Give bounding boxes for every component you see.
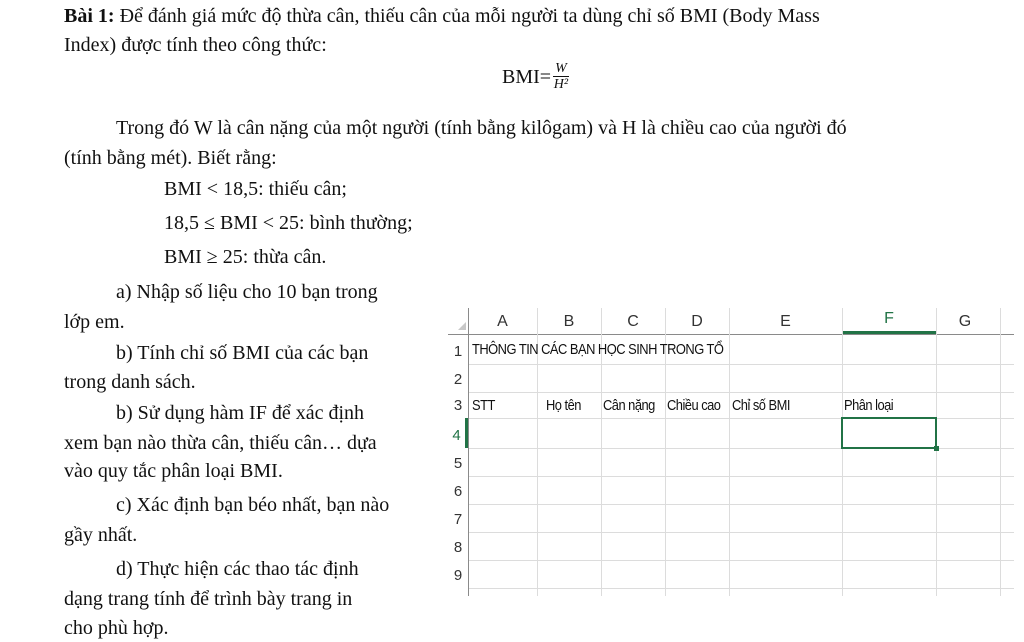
column-header-d[interactable]: D xyxy=(691,313,703,330)
task-b2-line2: xem bạn nào thừa cân, thiếu cân… dựa xyxy=(64,432,377,454)
grid-line xyxy=(468,588,1014,589)
problem-intro-line1: Bài 1: Để đánh giá mức độ thừa cân, thiếu cân của mỗi người ta dùng chỉ số BMI (Body Mass xyxy=(64,5,820,27)
row-header-7[interactable]: 7 xyxy=(453,511,463,528)
row-header-4[interactable]: 4 xyxy=(448,418,468,448)
grid-line xyxy=(468,476,1014,477)
row-header-1[interactable]: 1 xyxy=(453,343,463,360)
grid-line xyxy=(468,364,1014,365)
header-cell-stt[interactable]: STT xyxy=(472,397,495,414)
task-d-line1: d) Thực hiện các thao tác định xyxy=(116,558,359,580)
header-cell-classification[interactable]: Phân loại xyxy=(844,397,894,414)
formula-denominator: H² xyxy=(553,77,569,92)
task-b2-line1: b) Sử dụng hàm IF để xác định xyxy=(116,402,365,424)
grid-line xyxy=(1000,308,1001,596)
row-header-6[interactable]: 6 xyxy=(453,483,463,500)
spreadsheet xyxy=(448,308,1014,598)
grid-line xyxy=(729,308,730,596)
row-header-2[interactable]: 2 xyxy=(453,371,463,388)
grid-line xyxy=(936,308,937,596)
problem-title: Bài 1: xyxy=(64,5,115,27)
header-cell-bmi[interactable]: Chỉ số BMI xyxy=(732,397,790,414)
grid-line xyxy=(468,560,1014,561)
rule-underweight: BMI < 18,5: thiếu cân; xyxy=(164,178,347,200)
grid-line xyxy=(842,308,843,596)
active-cell-f4[interactable] xyxy=(841,417,937,449)
task-b2-line3: vào quy tắc phân loại BMI. xyxy=(64,460,283,482)
header-cell-height[interactable]: Chiều cao xyxy=(667,397,721,414)
task-d-line2: dạng trang tính để trình bày trang in xyxy=(64,588,353,610)
formula-fraction xyxy=(553,62,569,92)
task-b1-line1: b) Tính chỉ số BMI của các bạn xyxy=(116,342,369,364)
where-line2: (tính bằng mét). Biết rằng: xyxy=(64,147,277,169)
rule-overweight: BMI ≥ 25: thừa cân. xyxy=(164,246,327,268)
header-cell-weight[interactable]: Cân nặng xyxy=(603,397,655,414)
column-header-f[interactable]: F xyxy=(842,308,936,334)
formula-lhs: BMI= xyxy=(502,65,552,88)
task-a-line1: a) Nhập số liệu cho 10 bạn trong xyxy=(116,281,378,303)
column-header-c[interactable]: C xyxy=(627,313,639,330)
header-cell-name[interactable]: Họ tên xyxy=(546,397,581,414)
grid-line xyxy=(448,334,1014,335)
row-header-3[interactable]: 3 xyxy=(453,397,463,414)
grid-line xyxy=(468,504,1014,505)
problem-intro-line2: Index) được tính theo công thức: xyxy=(64,34,327,56)
formula-numerator: W xyxy=(555,61,567,76)
task-b1-line2: trong danh sách. xyxy=(64,371,196,393)
task-d-line3: cho phù hợp. xyxy=(64,617,169,639)
column-header-a[interactable]: A xyxy=(497,313,508,330)
row-header-5[interactable]: 5 xyxy=(453,455,463,472)
column-header-g[interactable]: G xyxy=(958,313,972,330)
column-header-b[interactable]: B xyxy=(563,313,575,330)
where-line1: Trong đó W là cân nặng của một người (tính bằng kilôgam) và H là chiều cao của người đó xyxy=(116,117,847,139)
column-header-e[interactable]: E xyxy=(780,313,791,330)
grid-line xyxy=(468,532,1014,533)
task-c-line2: gầy nhất. xyxy=(64,524,138,546)
bmi-formula xyxy=(502,62,569,92)
sheet-title-cell[interactable]: THÔNG TIN CÁC BẠN HỌC SINH TRONG TỔ xyxy=(472,341,724,358)
select-all-corner[interactable] xyxy=(448,308,468,334)
rule-normal: 18,5 ≤ BMI < 25: bình thường; xyxy=(164,212,413,234)
row-header-8[interactable]: 8 xyxy=(453,539,463,556)
grid-line xyxy=(468,392,1014,393)
task-c-line1: c) Xác định bạn béo nhất, bạn nào xyxy=(116,494,390,516)
grid-line xyxy=(468,308,469,596)
task-a-line2: lớp em. xyxy=(64,311,125,333)
row-header-9[interactable]: 9 xyxy=(453,567,463,584)
